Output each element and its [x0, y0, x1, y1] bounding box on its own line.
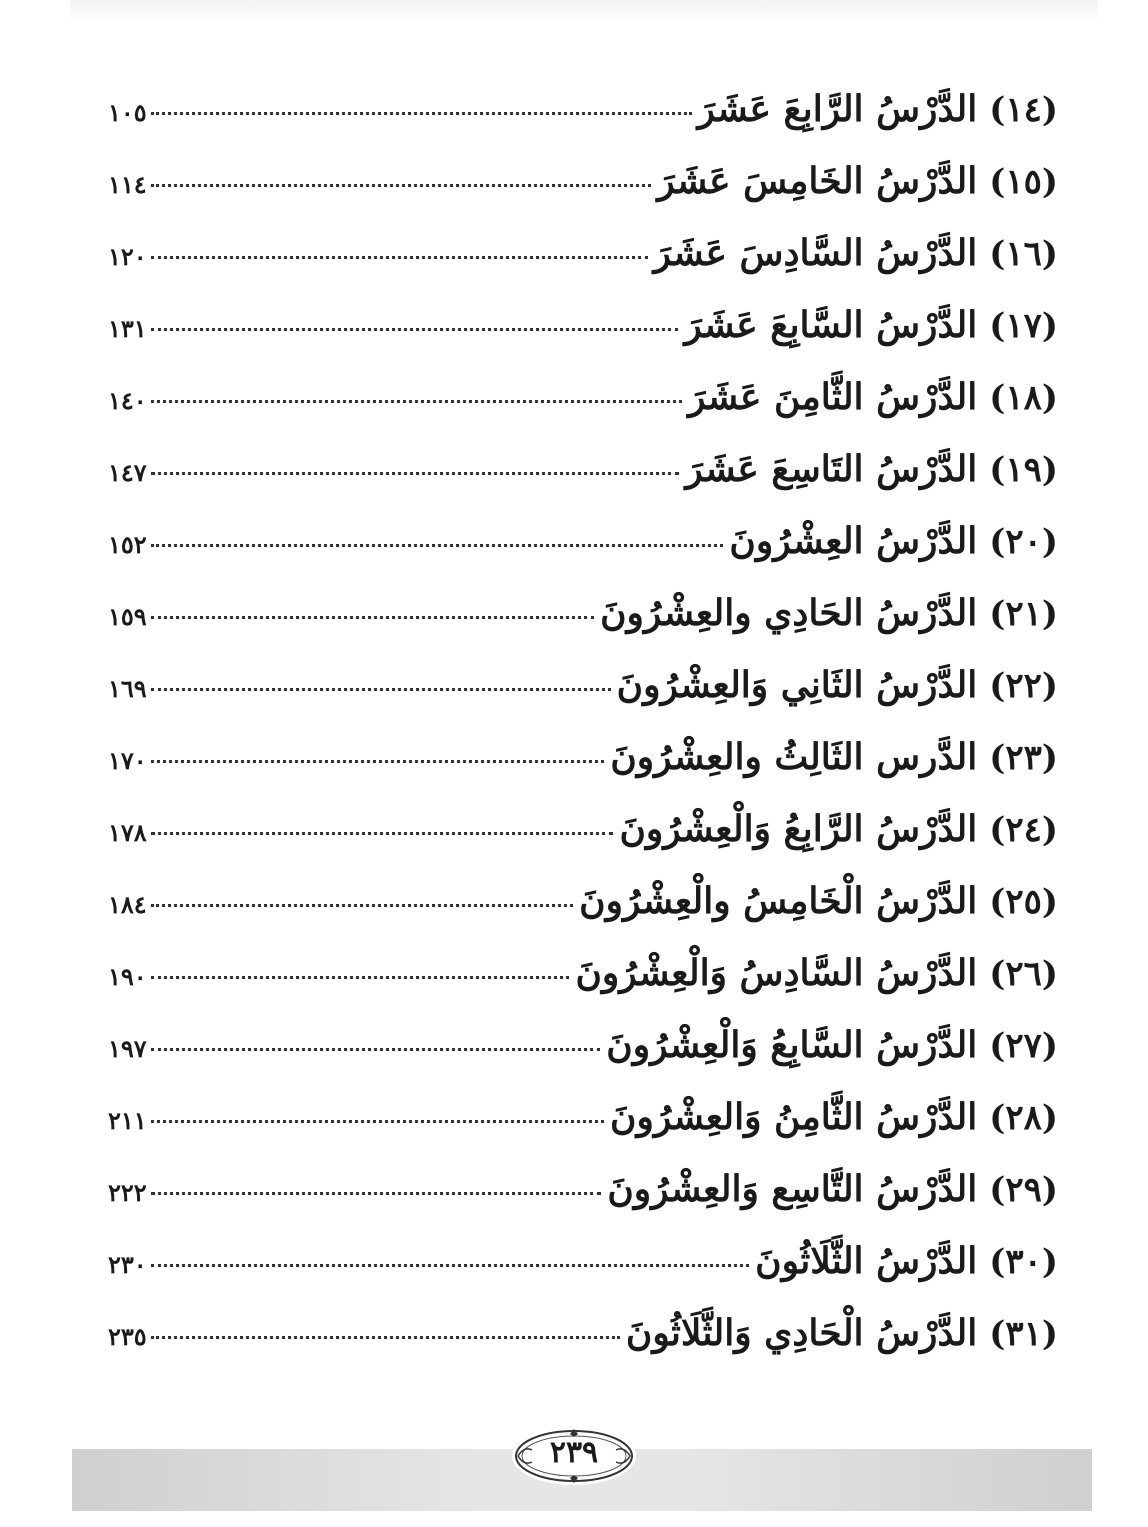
- toc-leader-dots: [151, 1264, 750, 1267]
- toc-entry-page: ١٣١: [108, 314, 147, 343]
- toc-leader-dots: [151, 1192, 602, 1195]
- toc-entry-number: (٢٧): [989, 1026, 1058, 1066]
- toc-entry-number: (٢٤): [989, 810, 1058, 850]
- toc-entry-title: الدَّرْسُ الثَّلَاثُونَ: [755, 1240, 978, 1282]
- toc-entry-number: (٢٥): [989, 882, 1058, 922]
- toc-leader-dots: [151, 688, 611, 691]
- toc-entry-number: (١٤): [989, 90, 1058, 130]
- toc-entry[interactable]: [108, 1096, 1058, 1168]
- toc-entry-title: الدَّرْسُ السَّابِعُ وَالْعِشْرُونَ: [606, 1024, 978, 1066]
- toc-entry-page: ١٢٠: [108, 242, 147, 271]
- toc-entry-number: (٢٩): [989, 1170, 1058, 1210]
- toc-entry-number: (٢٠): [989, 522, 1058, 562]
- toc-entry-number: (١٥): [989, 162, 1058, 202]
- toc-entry-page: ٢٢٢: [108, 1178, 147, 1207]
- toc-entry[interactable]: [108, 304, 1058, 376]
- toc-entry-title: الدَّرْسُ السَّادِسُ وَالْعِشْرُونَ: [575, 952, 978, 994]
- toc-leader-dots: [151, 760, 605, 763]
- footer-page-number: ٢٣٩: [549, 1435, 599, 1470]
- toc-entry-title: الدَّرْسُ الْحَادِي وَالثَّلَاثُونَ: [625, 1312, 978, 1354]
- toc-entry[interactable]: [108, 232, 1058, 304]
- toc-entry-page: ٢٣٠: [108, 1250, 147, 1279]
- toc-entry-number: (٢٢): [989, 666, 1058, 706]
- toc-entry-number: (٢١): [989, 594, 1058, 634]
- toc-entry-page: ٢١١: [108, 1106, 147, 1135]
- toc-entry-number: (٢٣): [989, 738, 1058, 778]
- toc-entry-page: ١٦٩: [108, 674, 147, 703]
- toc-entry-title: الدَّرس الثَالِثُ والعِشْرُونَ: [610, 736, 978, 778]
- toc-entry[interactable]: [108, 88, 1058, 160]
- toc-entry[interactable]: [108, 880, 1058, 952]
- toc-entry-number: (٢٦): [989, 954, 1058, 994]
- toc-entry-title: الدَّرْسُ الرَّابِعُ وَالْعِشْرُونَ: [619, 808, 978, 850]
- toc-entry[interactable]: [108, 376, 1058, 448]
- toc-entry[interactable]: [108, 952, 1058, 1024]
- toc-entry-number: (٢٨): [989, 1098, 1058, 1138]
- toc-leader-dots: [151, 328, 679, 331]
- toc-entry-title: الدَّرْسُ الثَانِي وَالعِشْرُونَ: [616, 664, 978, 706]
- toc-entry-title: الدَّرْسُ العِشْرُونَ: [729, 520, 978, 562]
- toc-entry-title: الدَّرْسُ التَّاسِع وَالعِشْرُونَ: [607, 1168, 978, 1210]
- toc-entry-number: (١٦): [989, 234, 1058, 274]
- toc-entry[interactable]: [108, 1024, 1058, 1096]
- toc-entry-title: الدَّرْسُ السَّابِعَ عَشَرَ: [684, 304, 978, 346]
- toc-entry-page: ١٧٠: [108, 746, 147, 775]
- page-top-band: [70, 0, 1098, 22]
- toc-entry-title: الدَّرْسُ الرَّابِعَ عَشَرَ: [697, 88, 978, 130]
- toc-entry-page: ١٤٠: [108, 386, 147, 415]
- toc-entry[interactable]: [108, 808, 1058, 880]
- toc-leader-dots: [151, 256, 648, 259]
- toc-entry[interactable]: [108, 1312, 1058, 1384]
- toc-leader-dots: [151, 832, 614, 835]
- toc-entry-title: الدَّرْسُ الْخَامِسُ والْعِشْرُونَ: [579, 880, 978, 922]
- toc-entry[interactable]: [108, 1240, 1058, 1312]
- toc-entry[interactable]: [108, 160, 1058, 232]
- toc-entry-page: ١٩٠: [108, 962, 147, 991]
- toc-leader-dots: [151, 1120, 604, 1123]
- toc-entry-number: (١٩): [989, 450, 1058, 490]
- toc-entry-number: (٣١): [989, 1314, 1058, 1354]
- toc-leader-dots: [151, 400, 682, 403]
- toc-entry-title: الدَّرْسُ الحَادِي والعِشْرُونَ: [600, 592, 978, 634]
- toc-entry[interactable]: [108, 592, 1058, 664]
- toc-leader-dots: [151, 904, 573, 907]
- toc-leader-dots: [151, 472, 680, 475]
- toc-leader-dots: [151, 1048, 601, 1051]
- toc-entry-page: ١٧٨: [108, 818, 147, 847]
- toc-entry-title: الدَّرْسُ السَّادِسَ عَشَرَ: [653, 232, 978, 274]
- toc-leader-dots: [151, 112, 692, 115]
- toc-entry-number: (١٨): [989, 378, 1058, 418]
- toc-leader-dots: [151, 184, 652, 187]
- toc-leader-dots: [151, 1336, 620, 1339]
- toc-entry[interactable]: [108, 1168, 1058, 1240]
- toc-entry-title: الدَّرْسُ الثَّامِنُ وَالعِشْرُونَ: [610, 1096, 978, 1138]
- toc-entry-page: ٢٣٥: [108, 1322, 147, 1351]
- toc-entry-title: الدَّرْسُ الخَامِسَ عَشَرَ: [657, 160, 978, 202]
- toc-entry-page: ١٨٤: [108, 890, 147, 919]
- toc-entry[interactable]: [108, 520, 1058, 592]
- toc-entry[interactable]: [108, 664, 1058, 736]
- toc-entry[interactable]: [108, 736, 1058, 808]
- toc-entry-title: الدَّرْسُ الثَّامِنَ عَشَرَ: [688, 376, 978, 418]
- toc-entry-page: ١٠٥: [108, 98, 147, 127]
- toc-entry-page: ١٤٧: [108, 458, 147, 487]
- toc-leader-dots: [151, 616, 594, 619]
- toc-leader-dots: [151, 976, 570, 979]
- toc-leader-dots: [151, 544, 724, 547]
- toc-entry-title: الدَّرْسُ التَاسِعَ عَشَرَ: [685, 448, 978, 490]
- toc-entry-page: ١٥٢: [108, 530, 147, 559]
- toc-entry[interactable]: [108, 448, 1058, 520]
- toc-entry-number: (١٧): [989, 306, 1058, 346]
- toc-entry-page: ١٩٧: [108, 1034, 147, 1063]
- toc-entry-number: (٣٠): [989, 1242, 1058, 1282]
- toc-entry-page: ١١٤: [108, 170, 147, 199]
- footer-medallion: [510, 1425, 638, 1487]
- toc-entry-page: ١٥٩: [108, 602, 147, 631]
- table-of-contents: [108, 88, 1058, 1384]
